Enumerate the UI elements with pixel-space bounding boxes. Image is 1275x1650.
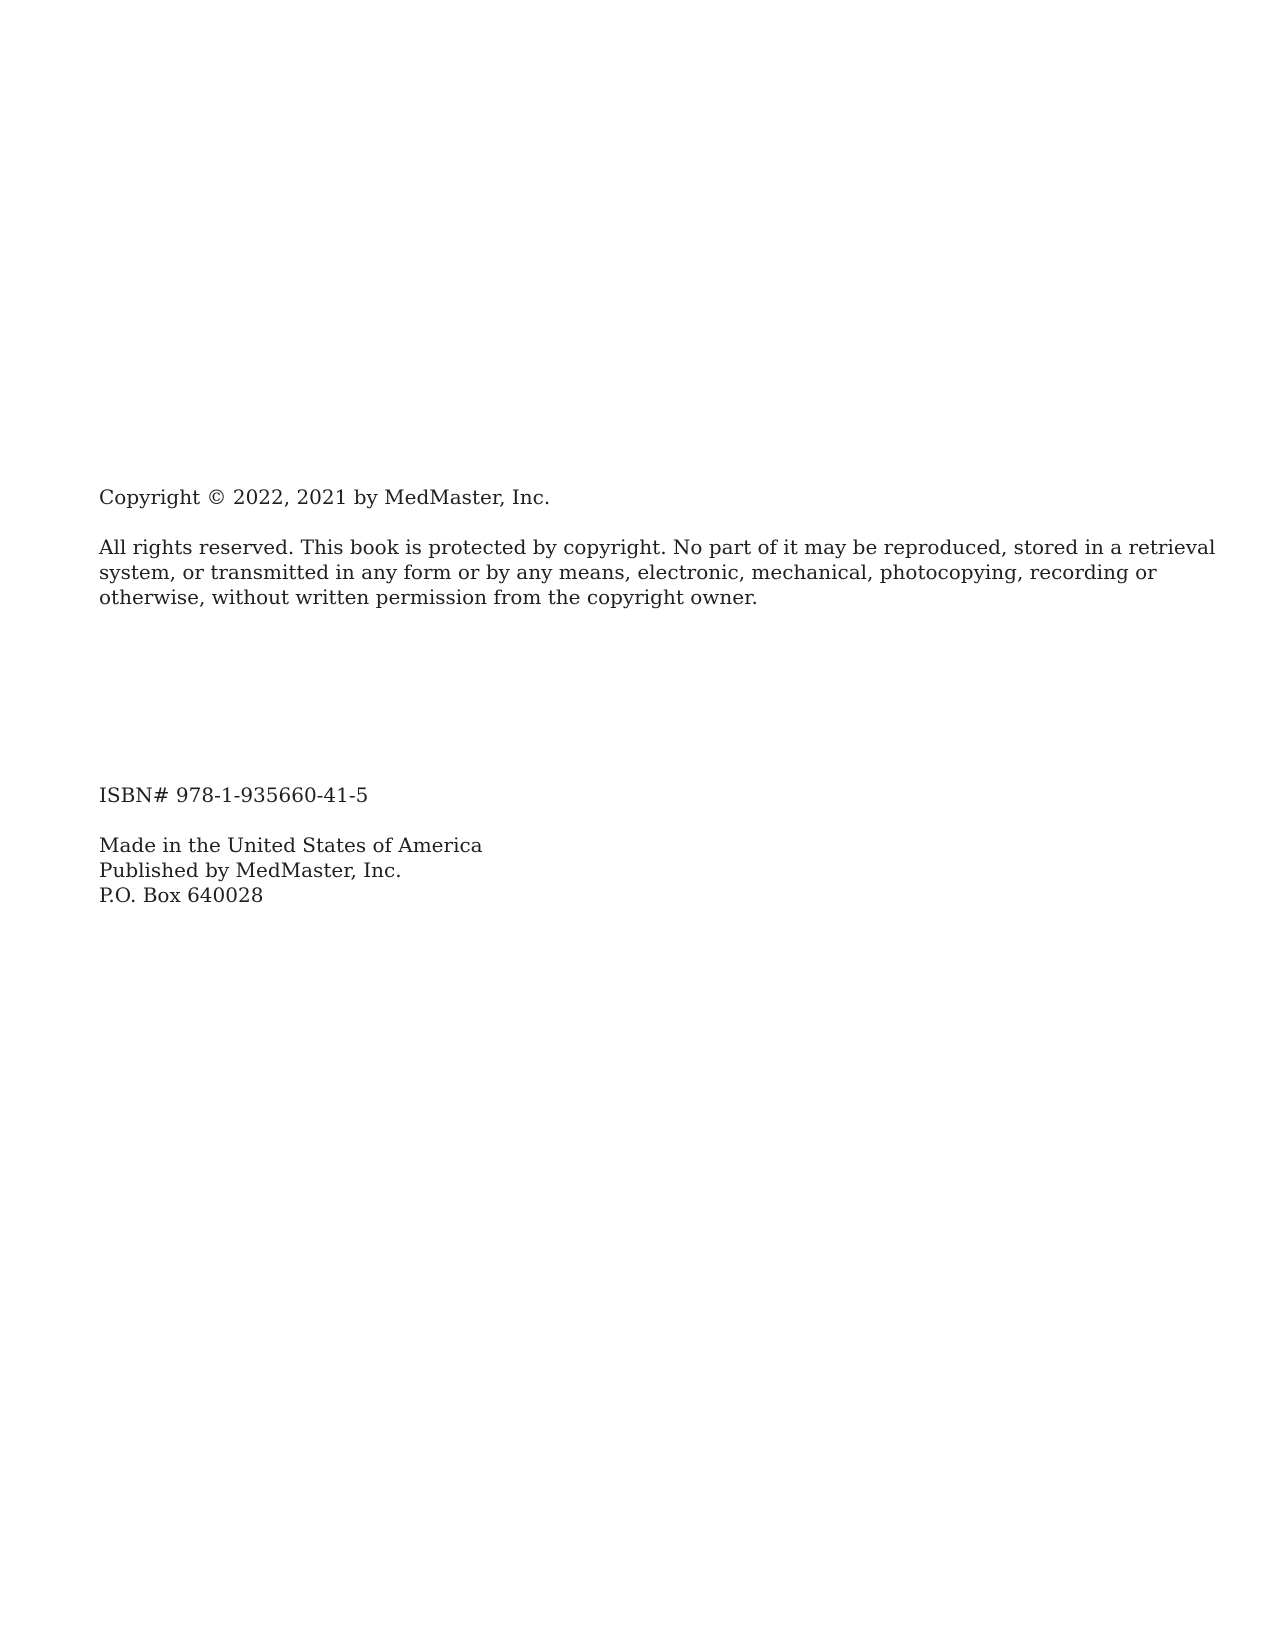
country-of-manufacture: Made in the United States of America	[99, 833, 483, 857]
publisher-address: P.O. Box 640028	[99, 883, 264, 907]
rights-reserved-paragraph	[99, 535, 1216, 610]
publisher: Published by MedMaster, Inc.	[99, 858, 402, 882]
rights-line: otherwise, without written permission from the copyright owner.	[99, 585, 758, 609]
rights-line: system, or transmitted in any form or by any means, electronic, mechanical, photocopying, recording or	[99, 560, 1157, 584]
copyright-notice: Copyright © 2022, 2021 by MedMaster, Inc.	[99, 485, 551, 509]
isbn-number: ISBN# 978-1-935660-41-5	[99, 783, 369, 807]
rights-line: All rights reserved. This book is protected by copyright. No part of it may be reproduced, stored in a retrieval	[99, 535, 1216, 559]
